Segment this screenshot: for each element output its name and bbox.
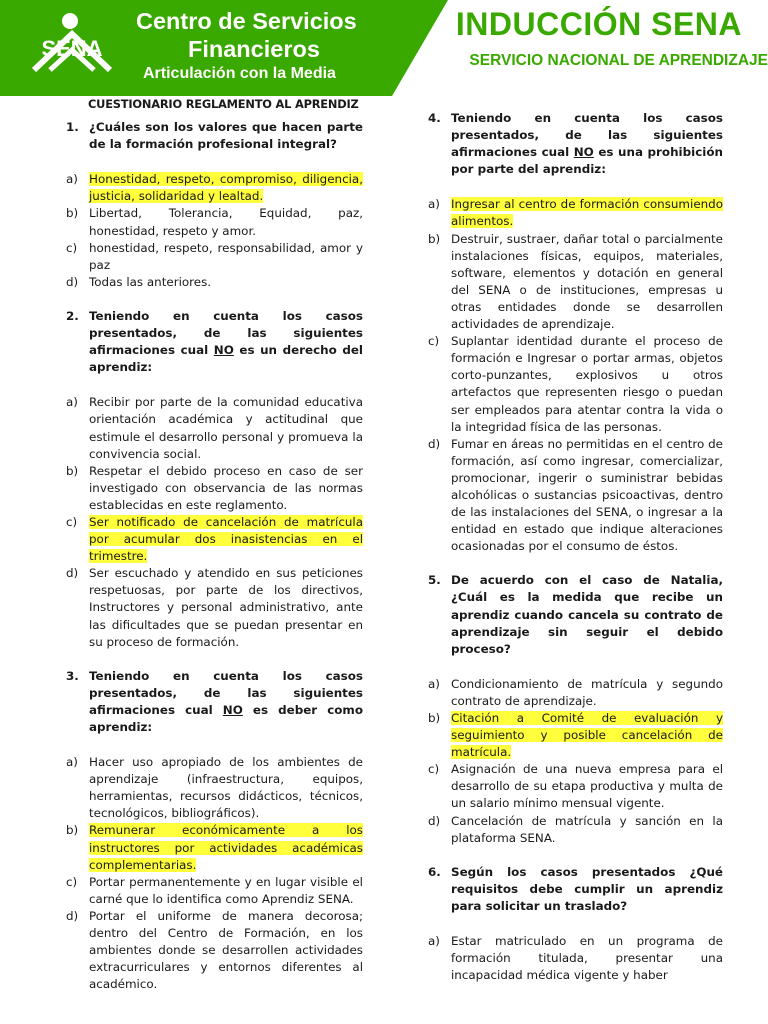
document-title: CUESTIONARIO REGLAMENTO AL APRENDIZ (88, 97, 359, 111)
option-5b: b) Citación a Comité de evaluación y seguimiento y posible cancelación de matrícula. (428, 711, 723, 760)
option-4c: c) Suplantar identidad durante el proceso de formación e Ingresar o portar armas, objetos corto-punzantes, explosivos u otros artefactos que representen riesgo o puedan ser empleados para atentar contra la vida o la integridad física de las personas. (428, 334, 723, 434)
question-number: 5. (428, 573, 441, 588)
question-text: Según los casos presentados ¿Qué requisitos debe cumplir un aprendiz para solicitar un traslado? (451, 864, 723, 913)
banner-line-3: Articulación con la Media (143, 65, 336, 82)
question-number: 6. (428, 864, 441, 879)
option-text: Remunerar económicamente a los instructores por actividades académicas complementarias. (89, 823, 363, 872)
option-3a: a) Hacer uso apropiado de los ambientes de aprendizaje (infraestructura, equipos, herramientas, recursos didácticos, técnicos, tecnológicos, bibliográficos). (66, 755, 363, 821)
right-column (428, 110, 723, 984)
servicio-subtitle: SERVICIO NACIONAL DE APRENDIZAJE (469, 52, 768, 69)
question-number: 2. (66, 308, 79, 323)
question-5 (428, 572, 723, 657)
option-1c: c) honestidad, respeto, responsabilidad, amor y paz (66, 240, 363, 272)
option-text: Condicionamiento de matrícula y segundo contrato de aprendizaje. (451, 676, 723, 708)
option-text: Portar el uniforme de manera decorosa; dentro del Centro de Formación, en los ambientes donde se desarrollen actividades extracurriculares y entornos diferentes al académico. (89, 908, 363, 992)
option-text: Fumar en áreas no permitidas en el centro de formación, así como ingresar, comercializar, promocionar, ingerir o suministrar bebidas alcohólicas o sustancias psicoactivas, dentro de las instalaciones del SENA, o ingresar a la entidad en estado que indique alteraciones ocasionadas por el consumo de éstos. (451, 436, 723, 554)
question-number: 3. (66, 668, 79, 683)
option-4d: d) Fumar en áreas no permitidas en el centro de formación, así como ingresar, comercializar, promocionar, ingerir o suministrar bebidas alcohólicas o sustancias psicoactivas, dentro de las instalaciones del SENA, o ingresar a la entidad en estado que indique alteraciones ocasionadas por el consumo de éstos. (428, 436, 723, 554)
option-text: Suplantar identidad durante el proceso de formación e Ingresar o portar armas, objetos corto-punzantes, explosivos u otros artefactos que representen riesgo o puedan ser empleados para atentar contra la vida o la integridad física de las personas. (451, 334, 723, 434)
option-1d: d) Todas las anteriores. (66, 274, 212, 289)
question-text: De acuerdo con el caso de Natalia, ¿Cuál es la medida que recibe un aprendiz cuando cancela su contrato de aprendizaje sin seguir el debido proceso? (451, 573, 723, 656)
option-text: Portar permanentemente y en lugar visible el carné que lo identifica como Aprendiz SENA. (89, 874, 363, 906)
question-number: 4. (428, 111, 441, 125)
option-5c: c) Asignación de una nueva empresa para el desarrollo de su etapa productiva y multa de un salario mínimo mensual vigente. (428, 762, 723, 811)
option-3b: b) Remunerar económicamente a los instructores por actividades académicas complementarias. (66, 823, 363, 872)
option-text: Asignación de una nueva empresa para el desarrollo de su etapa productiva y multa de un salario mínimo mensual vigente. (451, 762, 723, 811)
induccion-title: INDUCCIÓN SENA (455, 6, 742, 42)
option-text: Todas las anteriores. (89, 274, 212, 289)
option-text: honestidad, respeto, responsabilidad, amor y paz (89, 240, 363, 272)
question-text: ¿Cuáles son los valores que hacen parte de la formación profesional integral? (89, 120, 363, 152)
option-text: Cancelación de matrícula y sanción en la plataforma SENA. (451, 813, 723, 845)
option-4b: b) Destruir, sustraer, dañar total o parcialmente instalaciones físicas, equipos, materiales, software, elementos y dotación en general del SENA o de instituciones, empresas u otras entidades donde se desarrollen actividades de aprendizaje. (428, 231, 723, 332)
sena-logo (22, 8, 122, 88)
banner-line-1: Centro de Servicios (136, 8, 357, 34)
option-text: Ingresar al centro de formación consumiendo alimentos. (451, 197, 723, 229)
option-2c: c) Ser notificado de cancelación de matrícula por acumular dos inasistencias en el trimestre. (66, 514, 363, 564)
left-column (66, 96, 363, 993)
option-5d: d) Cancelación de matrícula y sanción en la plataforma SENA. (428, 813, 723, 845)
question-2: 2. Teniendo en cuenta los casos presentados, de las siguientes afirmaciones cual NO es un derecho del aprendiz: (66, 308, 363, 375)
option-3c: c) Portar permanentemente y en lugar visible el carné que lo identifica como Aprendiz SENA. (66, 874, 363, 906)
option-text: Destruir, sustraer, dañar total o parcialmente instalaciones físicas, equipos, materiales, software, elementos y dotación en general del SENA o de instituciones, empresas u otras entidades donde se desarrollen actividades de aprendizaje. (451, 231, 723, 332)
question-3: 3. Teniendo en cuenta los casos presentados, de las siguientes afirmaciones cual NO es deber como aprendiz: (66, 668, 363, 734)
option-text: Libertad, Tolerancia, Equidad, paz, honestidad, respeto y amor. (89, 206, 363, 238)
banner-line-2: Financieros (188, 36, 320, 62)
option-text: Ser notificado de cancelación de matrícula por acumular dos inasistencias en el trimestre. (89, 514, 363, 564)
option-text: Citación a Comité de evaluación y seguimiento y posible cancelación de matrícula. (451, 711, 723, 760)
question-1 (66, 119, 363, 153)
question-4: 4. Teniendo en cuenta los casos presentados, de las siguientes afirmaciones cual NO es una prohibición por parte del aprendiz: (428, 111, 723, 177)
logo-text: SENA (41, 36, 103, 61)
option-text: Recibir por parte de la comunidad educativa orientación académica y actitudinal que estimule el desarrollo personal y promueva la convivencia social. (89, 395, 363, 461)
question-6 (428, 864, 723, 915)
option-2b: b) Respetar el debido proceso en caso de ser investigado con observancia de las normas establecidas en este reglamento. (66, 463, 363, 512)
option-text: Respetar el debido proceso en caso de ser investigado con observancia de las normas establecidas en este reglamento. (89, 463, 363, 512)
option-4a: a) Ingresar al centro de formación consumiendo alimentos. (428, 197, 723, 229)
option-3d: d) Portar el uniforme de manera decorosa; dentro del Centro de Formación, en los ambientes donde se desarrollen actividades extracurriculares y entornos diferentes al académico. (66, 908, 363, 992)
option-text: Ser escuchado y atendido en sus peticiones respetuosas, por parte de los directivos, Instructores y personal administrativo, ante las dificultades que se puedan presentar en su proceso de formación. (89, 566, 363, 649)
option-6a: a) Estar matriculado en un programa de formación titulada, presentar una incapacidad médica vigente y haber (428, 934, 723, 983)
option-1a: a) Honestidad, respeto, compromiso, diligencia, justicia, solidaridad y lealtad. (66, 172, 363, 204)
option-text: Honestidad, respeto, compromiso, diligencia, justicia, solidaridad y lealtad. (89, 172, 363, 204)
option-2a: a) Recibir por parte de la comunidad educativa orientación académica y actitudinal que estimule el desarrollo personal y promueva la convivencia social. (66, 395, 363, 461)
option-5a: a) Condicionamiento de matrícula y segundo contrato de aprendizaje. (428, 676, 723, 708)
option-text: Estar matriculado en un programa de formación titulada, presentar una incapacidad médica vigente y haber (451, 934, 723, 983)
option-1b: b) Libertad, Tolerancia, Equidad, paz, honestidad, respeto y amor. (66, 206, 363, 238)
question-number: 1. (66, 120, 79, 135)
option-2d: d) Ser escuchado y atendido en sus peticiones respetuosas, por parte de los directivos, Instructores y personal administrativo, ante las dificultades que se puedan presentar en su proceso de formación. (66, 566, 363, 649)
option-text: Hacer uso apropiado de los ambientes de aprendizaje (infraestructura, equipos, herramientas, recursos didácticos, técnicos, tecnológicos, bibliográficos). (89, 755, 363, 821)
